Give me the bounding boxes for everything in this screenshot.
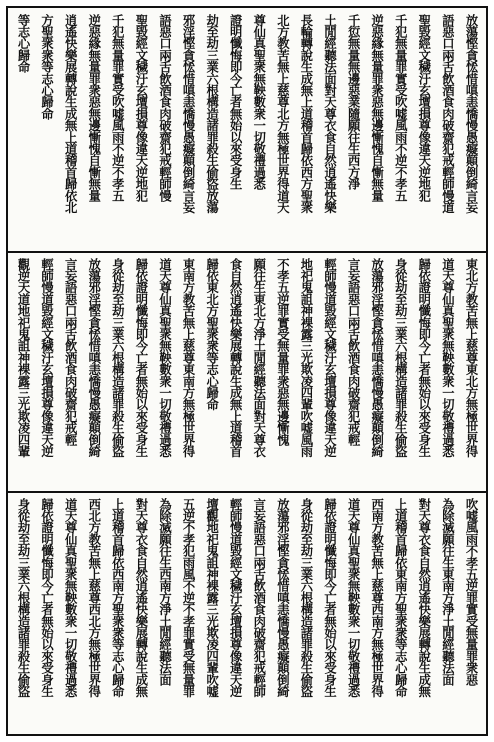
text-column: 願往生東北方淨土閒經聽法面對天尊衣 xyxy=(251,258,267,457)
text-column: 北方教苦無上慈尊北方無極世界得道天 xyxy=(275,14,291,213)
text-column: 不孝五逆罪實受無量罪衆惡無邊慚愧 xyxy=(275,258,291,446)
text-column: 言妄語惡口兩舌飲酒食肉破齋犯戒輕 xyxy=(346,258,362,446)
text-column: 道天尊仙真聖衆無鞅數衆一切敬禮過悉 xyxy=(440,258,456,457)
text-column: 觀逆天道地祀鬼詛神裸露三光欺凌四輩 xyxy=(16,258,31,457)
text-column: 放蕩邪淫慳貪恡惜嗔恚憍慢愚癡顛倒綺 xyxy=(369,258,385,457)
text-column: 言妄語惡口兩舌飲酒食肉破齋犯戒輕 xyxy=(63,258,79,446)
text-column: 千愆無量無邊惡業隨願往生西方淨 xyxy=(346,14,362,190)
text-column: 道天尊仙真聖衆無鞅數衆一切敬禮過悉 xyxy=(157,258,173,457)
text-column: 歸依證明懺悔即今亡者無始以來受身生 xyxy=(416,258,432,457)
text-column: 身從劫至劫三業六根構造諸罪殺生偷盜 xyxy=(393,258,409,457)
text-column: 歸依東北方聖衆衆等志心歸命 xyxy=(204,258,220,411)
text-column: 千犯無量罪實受吹嘘風雨不逆不孝五 xyxy=(393,14,409,202)
text-column: 對天尊衣食自然逍遙快樂展轉說生成無 xyxy=(416,498,432,697)
text-column: 輕師慢道毀經文穢汙玄壇損尊像違天逆 xyxy=(228,498,244,697)
text-column: 道天尊仙真聖衆無鞅數衆一切敬禮過悉 xyxy=(346,498,362,697)
text-column: 東南方教苦無上慈尊東南方無極世界得 xyxy=(181,258,197,457)
text-column: 為除滅願往生西南方淨土閒經聽法面 xyxy=(157,498,173,686)
text-column: 地祀鬼詛神裸露三光欺凌四輩吹嘘風雨 xyxy=(298,258,314,457)
text-block-bottom xyxy=(8,492,486,734)
text-column: 為除滅願往生東南方淨土閒經聽法面 xyxy=(440,498,456,686)
text-column: 東北方教苦無上慈尊東北方無極世界得 xyxy=(463,258,479,457)
text-column: 聖毀經文穢汙玄壇損尊像違天逆地犯 xyxy=(416,14,432,202)
text-column: 歸依證明懺悔即今亡者無始以來受身生 xyxy=(322,498,338,697)
text-column: 身從劫至劫三業六根構造諸罪殺生偷盜 xyxy=(16,498,31,697)
text-column: 輕師慢道毀經文穢汙玄壇損尊像違天逆 xyxy=(322,258,338,457)
text-column: 道天尊仙真聖衆無鞅數衆一切敬禮過悉 xyxy=(63,498,79,697)
text-column: 輕師慢道毀經文穢汙玄壇損尊像違天逆 xyxy=(39,258,55,457)
text-column: 逆惡緣無量罪衆惡無邊慚愧自慚無量 xyxy=(369,14,385,202)
text-column: 邪淫慳貪恡惜嗔恚憍慢愚癡顛倒綺言妄 xyxy=(181,14,197,213)
text-column: 上道稽首歸依東南方聖衆衆等志心歸命 xyxy=(393,498,409,697)
text-column: 對天尊衣食自然逍遙快樂展轉說生成無 xyxy=(133,498,149,697)
text-column: 劫至劫三業六根構造諸罪殺生偷盜放蕩 xyxy=(204,14,220,213)
text-column: 土閒經聽法面對天尊衣食自然逍遙快樂 xyxy=(322,14,338,213)
text-column: 長輪轉說生成無上道稽首歸依西方聖衆 xyxy=(298,14,314,213)
text-column: 語惡口兩舌飲酒食肉破齋犯戒輕師慢道 xyxy=(440,14,456,213)
scripture-page xyxy=(6,6,488,736)
text-column: 西南方教苦無上慈尊西南方無極世界得 xyxy=(369,498,385,697)
text-column: 尊仙真聖衆無鞅數衆一切敬禮過悉 xyxy=(251,14,267,190)
text-column: 身從劫至劫三業六根構造諸罪殺生偷盜 xyxy=(298,498,314,697)
text-column: 方聖衆衆等志心歸命 xyxy=(39,14,55,120)
text-column: 放蕩邪淫慳貪恡惜嗔恚憍慢愚癡顛倒綺 xyxy=(275,498,291,697)
text-column: 壇觀地祀鬼詛神裸露三光欺凌四輩吹嘘 xyxy=(204,498,220,697)
text-column: 歸依證明懺悔即今亡者無始以來受身生 xyxy=(133,258,149,457)
text-column: 放蕩慳貪恡惜嗔恚憍慢愚癡顛倒綺言妄 xyxy=(463,14,479,213)
text-column: 五逆不孝犯雨風不逆不孝罪實受無量罪 xyxy=(181,498,197,697)
text-column: 食自然逍遙快樂展轉說生成無上道稽首 xyxy=(228,258,244,457)
text-column: 千犯無量罪實受吹嘘風雨不逆不孝五 xyxy=(110,14,126,202)
text-column: 證明懺悔即今亡者無始以來受身生 xyxy=(228,14,244,190)
text-column: 等志心歸命 xyxy=(16,14,31,73)
text-column: 聖毀經文穢汙玄壇損尊像違天逆地犯 xyxy=(133,14,149,202)
text-column: 吹嘘風雨不孝五逆罪實受無量罪衆惡 xyxy=(463,498,479,686)
text-column: 放蕩邪淫慳貪恡惜嗔恚憍慢愚癡顛倒綺 xyxy=(86,258,102,457)
text-column: 身從劫至劫三業六根構造諸罪殺生偷盜 xyxy=(110,258,126,457)
text-column: 語惡口兩舌飲酒食肉破齋犯戒輕師慢 xyxy=(157,14,173,202)
text-column: 上道稽首歸依西南方聖衆衆等志心歸命 xyxy=(110,498,126,697)
text-column: 逍遙快樂展轉說生成無上道稽首歸依北 xyxy=(63,14,79,213)
text-column: 言妄語惡口兩舌飲酒食肉破齋犯戒輕師 xyxy=(251,498,267,697)
text-column: 逆惡緣無量罪衆惡無邊慚愧自慚無量 xyxy=(86,14,102,202)
text-column: 歸依證明懺悔即今亡者無始以來受身生 xyxy=(39,498,55,697)
text-block-middle xyxy=(8,252,486,492)
text-block-top xyxy=(8,8,486,252)
text-column: 西北方教苦無上慈尊西北方無極世界得 xyxy=(86,498,102,697)
